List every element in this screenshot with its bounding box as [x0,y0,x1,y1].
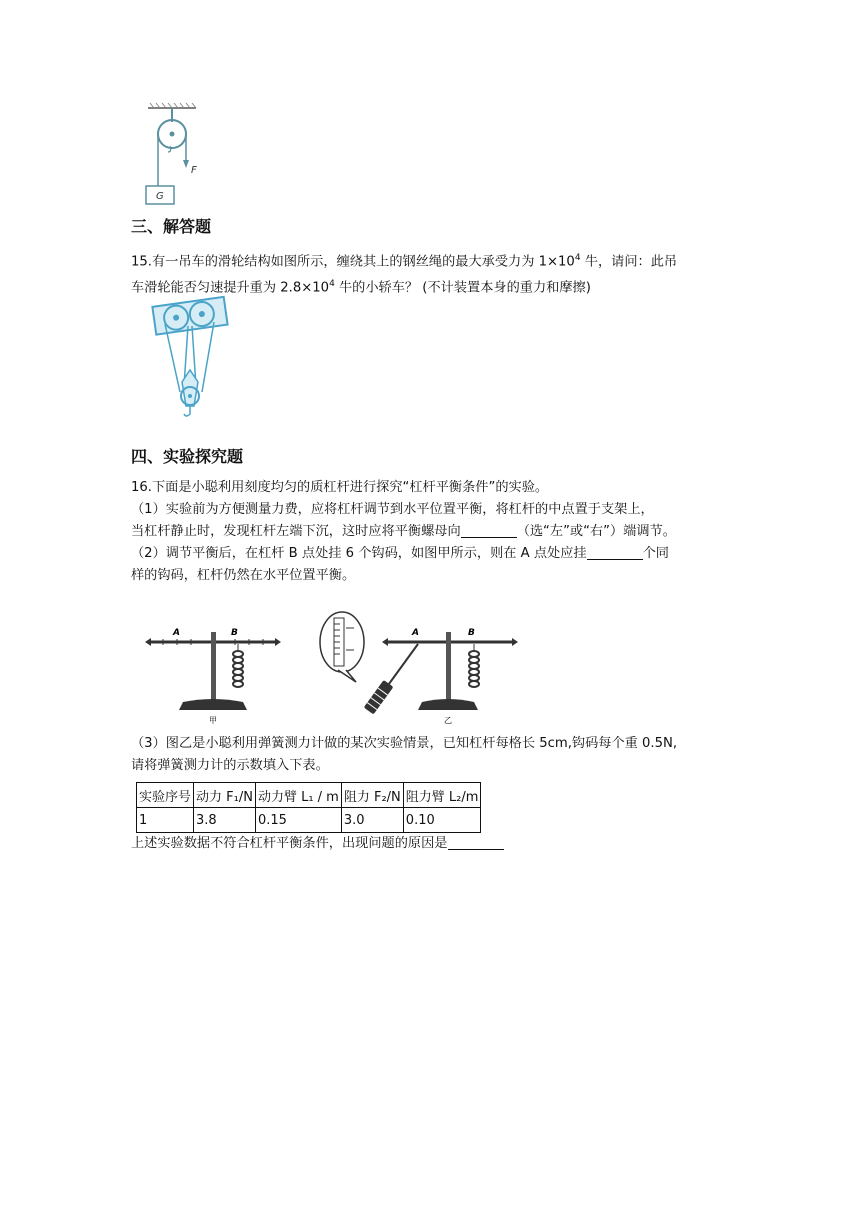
table-cell: 1 [137,808,194,833]
table-cell: 0.15 [255,808,341,833]
weight-label: G [156,191,164,202]
answer-blank-hooks[interactable] [587,545,643,560]
point-a-label: A [173,628,180,638]
experiment-table [136,782,481,833]
table-header-cell: 动力 F₁/N [194,783,256,808]
table-header-cell: 动力臂 L₁ / m [255,783,341,808]
figure-caption-jia: 甲 [209,716,217,725]
section-4-heading: 四、实验探究题 [131,447,244,466]
question-16: 16.下面是小聪利用刻度均匀的质杠杆进行探究“杠杆平衡条件”的实验。 （1）实验前为方便测量力费，应将杠杆调节到水平位置平衡，将杠杆的中点置于支架上， 当杠杆静止时，发现杠杆左端下沉，这时应将平衡螺母向 （选“左”或“右”）端调节。 （2）调节平衡后，在杠杆 B 点处挂 6 个钩码，如图甲所示，则在 A 点处应挂 个同 样的钩码，杠杆仍然在水平位置平衡。 [131,480,676,583]
question-16-conclusion: 上述实验数据不符合杠杆平衡条件，出现问题的原因是 [131,833,731,855]
crane-pulley-figure [148,294,230,430]
point-a-label: A [412,628,419,638]
pulley-figure [140,100,210,208]
question-16-part-3: （3）图乙是小聪利用弹簧测力计做的某次实验情景，已知杠杆每格长 5cm,钩码每个重 0.5N, 请将弹簧测力计的示数填入下表。 [131,736,678,773]
table-header-row [137,783,481,808]
table-cell: 3.0 [341,808,403,833]
table-cell: 0.10 [403,808,481,833]
table-header-cell: 阻力 F₂/N [341,783,403,808]
question-15: 15.有一吊车的滑轮结构如图所示，缠绕其上的钢丝绳的最大承受力为 $1\times 10^4$ 牛，请问：此吊 车滑轮能否匀速提升重为 $2.8\times 10^4$ 牛的小轿车？ (不计装置本身的重力和摩擦) [131,253,678,296]
force-label: F [191,165,197,176]
lever-figure-yi [316,604,520,726]
point-b-label: B [231,628,238,638]
lever-figure-jia [143,622,283,726]
table-header-cell: 实验序号 [137,783,194,808]
table-cell: 3.8 [194,808,256,833]
answer-blank-reason[interactable] [448,835,504,850]
table-header-cell: 阻力臂 L₂/m [403,783,481,808]
point-b-label: B [468,628,475,638]
figure-caption-yi: 乙 [444,716,452,725]
section-3-heading: 三、解答题 [131,217,212,236]
answer-blank-direction[interactable] [461,523,517,538]
table-row [137,808,481,833]
